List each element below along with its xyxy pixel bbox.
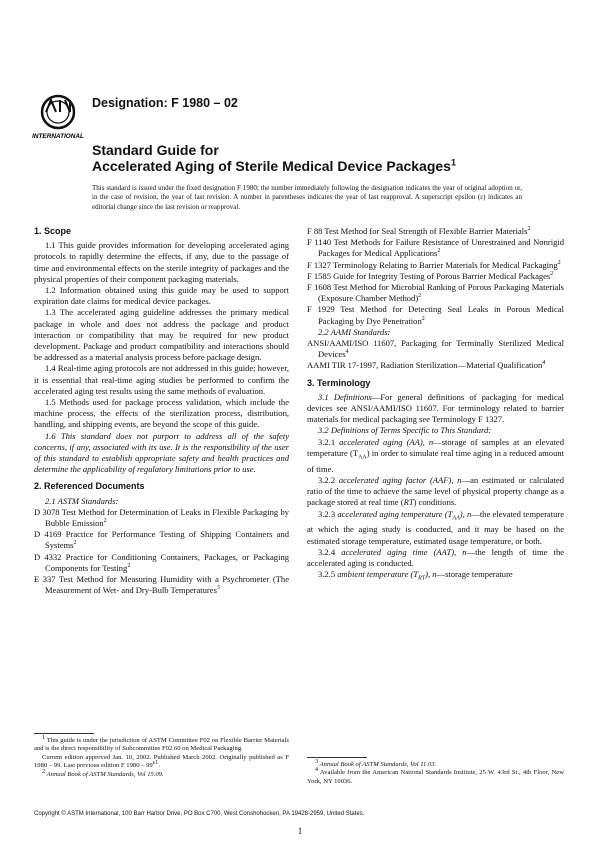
designation: Designation: F 1980 – 02 bbox=[92, 96, 238, 110]
copyright-footer: Copyright © ASTM International, 100 Barr Harbor Drive, PO Box C700, West Conshohocken, PA 19428-2959, United States. bbox=[34, 811, 365, 817]
terminology-3-2-5: 3.2.5 ambient temperature $(T_{RT})$, n—storage temperature bbox=[318, 569, 513, 582]
scope-p2: 1.2 Information obtained using this guide may be used to support expiration date claims for medical device packages. bbox=[34, 285, 289, 307]
reference-d3078: D 3078 Test Method for Determination of Leaks in Flexible Packaging by Bubble Emission$^2$ bbox=[34, 506, 289, 529]
title-line-2: Accelerated Aging of Sterile Medical Device Packages$^1$ bbox=[92, 157, 456, 174]
reference-tir17: AAMI TIR 17-1997, Radiation Sterilization—Material Qualification$^4$ bbox=[307, 360, 546, 371]
reference-f1327: F 1327 Terminology Relating to Barrier Materials for Medical Packaging$^2$ bbox=[307, 259, 561, 270]
terminology-heading: 3. Terminology bbox=[307, 377, 371, 388]
scope-heading: 1. Scope bbox=[34, 226, 72, 236]
svg-text:INTERNATIONAL: INTERNATIONAL bbox=[32, 133, 84, 140]
terminology-3-2-3: 3.2.3 accelerated aging temperature $(T_{AA})$, n—the elevated temperature at which the aging study is conducted, and it may be based on the estimated storage temperature, estimated usage temperature, or both. bbox=[307, 508, 564, 546]
title-footnote-ref[interactable]: 1 bbox=[450, 157, 456, 168]
scope-p1: 1.1 This guide provides information for developing accelerated aging protocols to rapidly determine the effects, if any, due to the passage of time and environmental effects on the sterile integrity of packages and the physical properties of their component packaging materials. bbox=[34, 240, 289, 284]
terminology-3-2-4: 3.2.4 accelerated aging time (AAT), n—the length of time the accelerated aging is conducted. bbox=[307, 546, 565, 569]
reference-f1140: F 1140 Test Methods for Failure Resistance of Unrestrained and Nonrigid Packages for Medical Applications$^2$ bbox=[307, 237, 564, 259]
scope-p3: 1.3 The accelerated aging guideline addresses the primary medical package in whole and does not address the package and product interaction or compatibility that may be required for new product development. Package and product compatibility and interactions should be addressed as a material analysis process before package design. bbox=[34, 307, 289, 363]
scope-p4: 1.4 Real-time aging protocols are not addressed in this guide; however, it is essential that real-time aging studies be performed to confirm the accelerated aging test results using the same methods of evaluation. bbox=[34, 363, 289, 396]
reference-d4169: D 4169 Practice for Performance Testing of Shipping Containers and Systems$^2$ bbox=[34, 529, 289, 551]
terminology-3-1: 3.1 Definitions—For general definitions of packaging for medical devices see ANSI/AAMI/ISO 11607. For terminology related to barrier materials for medical packaging see Terminology F 1327. bbox=[307, 391, 564, 425]
aami-standards-label: 2.2 AAMI Standards: bbox=[318, 326, 391, 337]
footnotes-left: $^1$ This guide is under the jurisdiction of ASTM Committee F02 on Flexible Barrier Materials and is the direct responsibility of Subcommittee F02.60 on Medical Packaging. Current edition approved Jan. 10, 2002. Published March 2002. Originally published as F 1980 – 99. Last previous edition F $1980 - 99^{\varepsilon 1}$. $^2$ Annual Book of ASTM Standards, Vol 15.09. bbox=[34, 734, 289, 778]
title-line-1: Standard Guide for bbox=[92, 142, 219, 158]
left-column bbox=[34, 226, 289, 597]
reference-f1608: F 1608 Test Method for Microbial Ranking of Porous Packaging Materials (Exposure Chamber Method)$^2$ bbox=[307, 282, 564, 304]
reference-f88: F 88 Test Method for Seal Strength of Flexible Barrier Materials$^2$ bbox=[307, 226, 531, 236]
reference-f1585: F 1585 Guide for Integrity Testing of Porous Barrier Medical Packages$^2$ bbox=[307, 270, 554, 281]
scope-p5: 1.5 Methods used for package process validation, which include the machine process, the effects of the sterilization process, distribution, handling, and shipping events, are beyond the scope of this guide. bbox=[34, 397, 289, 430]
references-heading: 2. Referenced Documents bbox=[34, 481, 145, 492]
standard-notice: This standard is issued under the fixed designation F 1980; the number immediately following the designation indicates the year of original adoption or, in the case of revision, the year of last revision. A number in parentheses indicates the year of last reapproval. A superscript epsilon (ε) indicates an editorial change since the last revision or reapproval. bbox=[92, 184, 522, 211]
reference-d4332: D 4332 Practice for Conditioning Containers, Packages, or Packaging Components for Testing$^2$ bbox=[34, 551, 289, 573]
terminology-3-2-1: 3.2.1 accelerated aging (AA), n—storage of samples at an elevated temperature $(T_{AA})$ in order to simulate real time aging in a reduced amount of time. bbox=[307, 436, 564, 474]
right-column bbox=[307, 226, 564, 585]
astm-logo bbox=[32, 90, 84, 142]
terminology-3-2-2: 3.2.2 accelerated aging factor (AAF), n—an estimated or calculated ratio of the time to achieve the same level of physical property change as a package stored at real time (RT) conditions. bbox=[307, 474, 564, 508]
page-number: 1 bbox=[297, 826, 303, 836]
terminology-3-2: 3.2 Definitions of Terms Specific to This Standard: bbox=[318, 425, 492, 436]
footnotes-right: $^3$ Annual Book of ASTM Standards, Vol 11.03. $^4$ Available from the American National Standards Institute, 25 W. 43rd St., 4th Floor, New York, NY 10036. bbox=[307, 758, 564, 785]
astm-standards-label: 2.1 ASTM Standards: bbox=[45, 495, 119, 506]
scope-p6: 1.6 This standard does not purport to address all of the safety concerns, if any, associated with its use. It is the responsibility of the user of this standard to establish appropriate safety and health practices and determine the applicability of regulatory limitations prior to use. bbox=[34, 430, 289, 475]
reference-iso11607: ANSI/AAMI/ISO 11607, Packaging for Terminally Sterilized Medical Devices$^4$ bbox=[307, 338, 564, 360]
reference-e337: E 337 Test Method for Measuring Humidity with a Psychrometer (The Measurement of Wet- and Dry-Bulb Temperatures$^3$ bbox=[34, 574, 289, 596]
reference-f1929: F 1929 Test Method for Detecting Seal Leaks in Porous Medical Packaging by Dye Penetration$^2$ bbox=[307, 304, 564, 326]
